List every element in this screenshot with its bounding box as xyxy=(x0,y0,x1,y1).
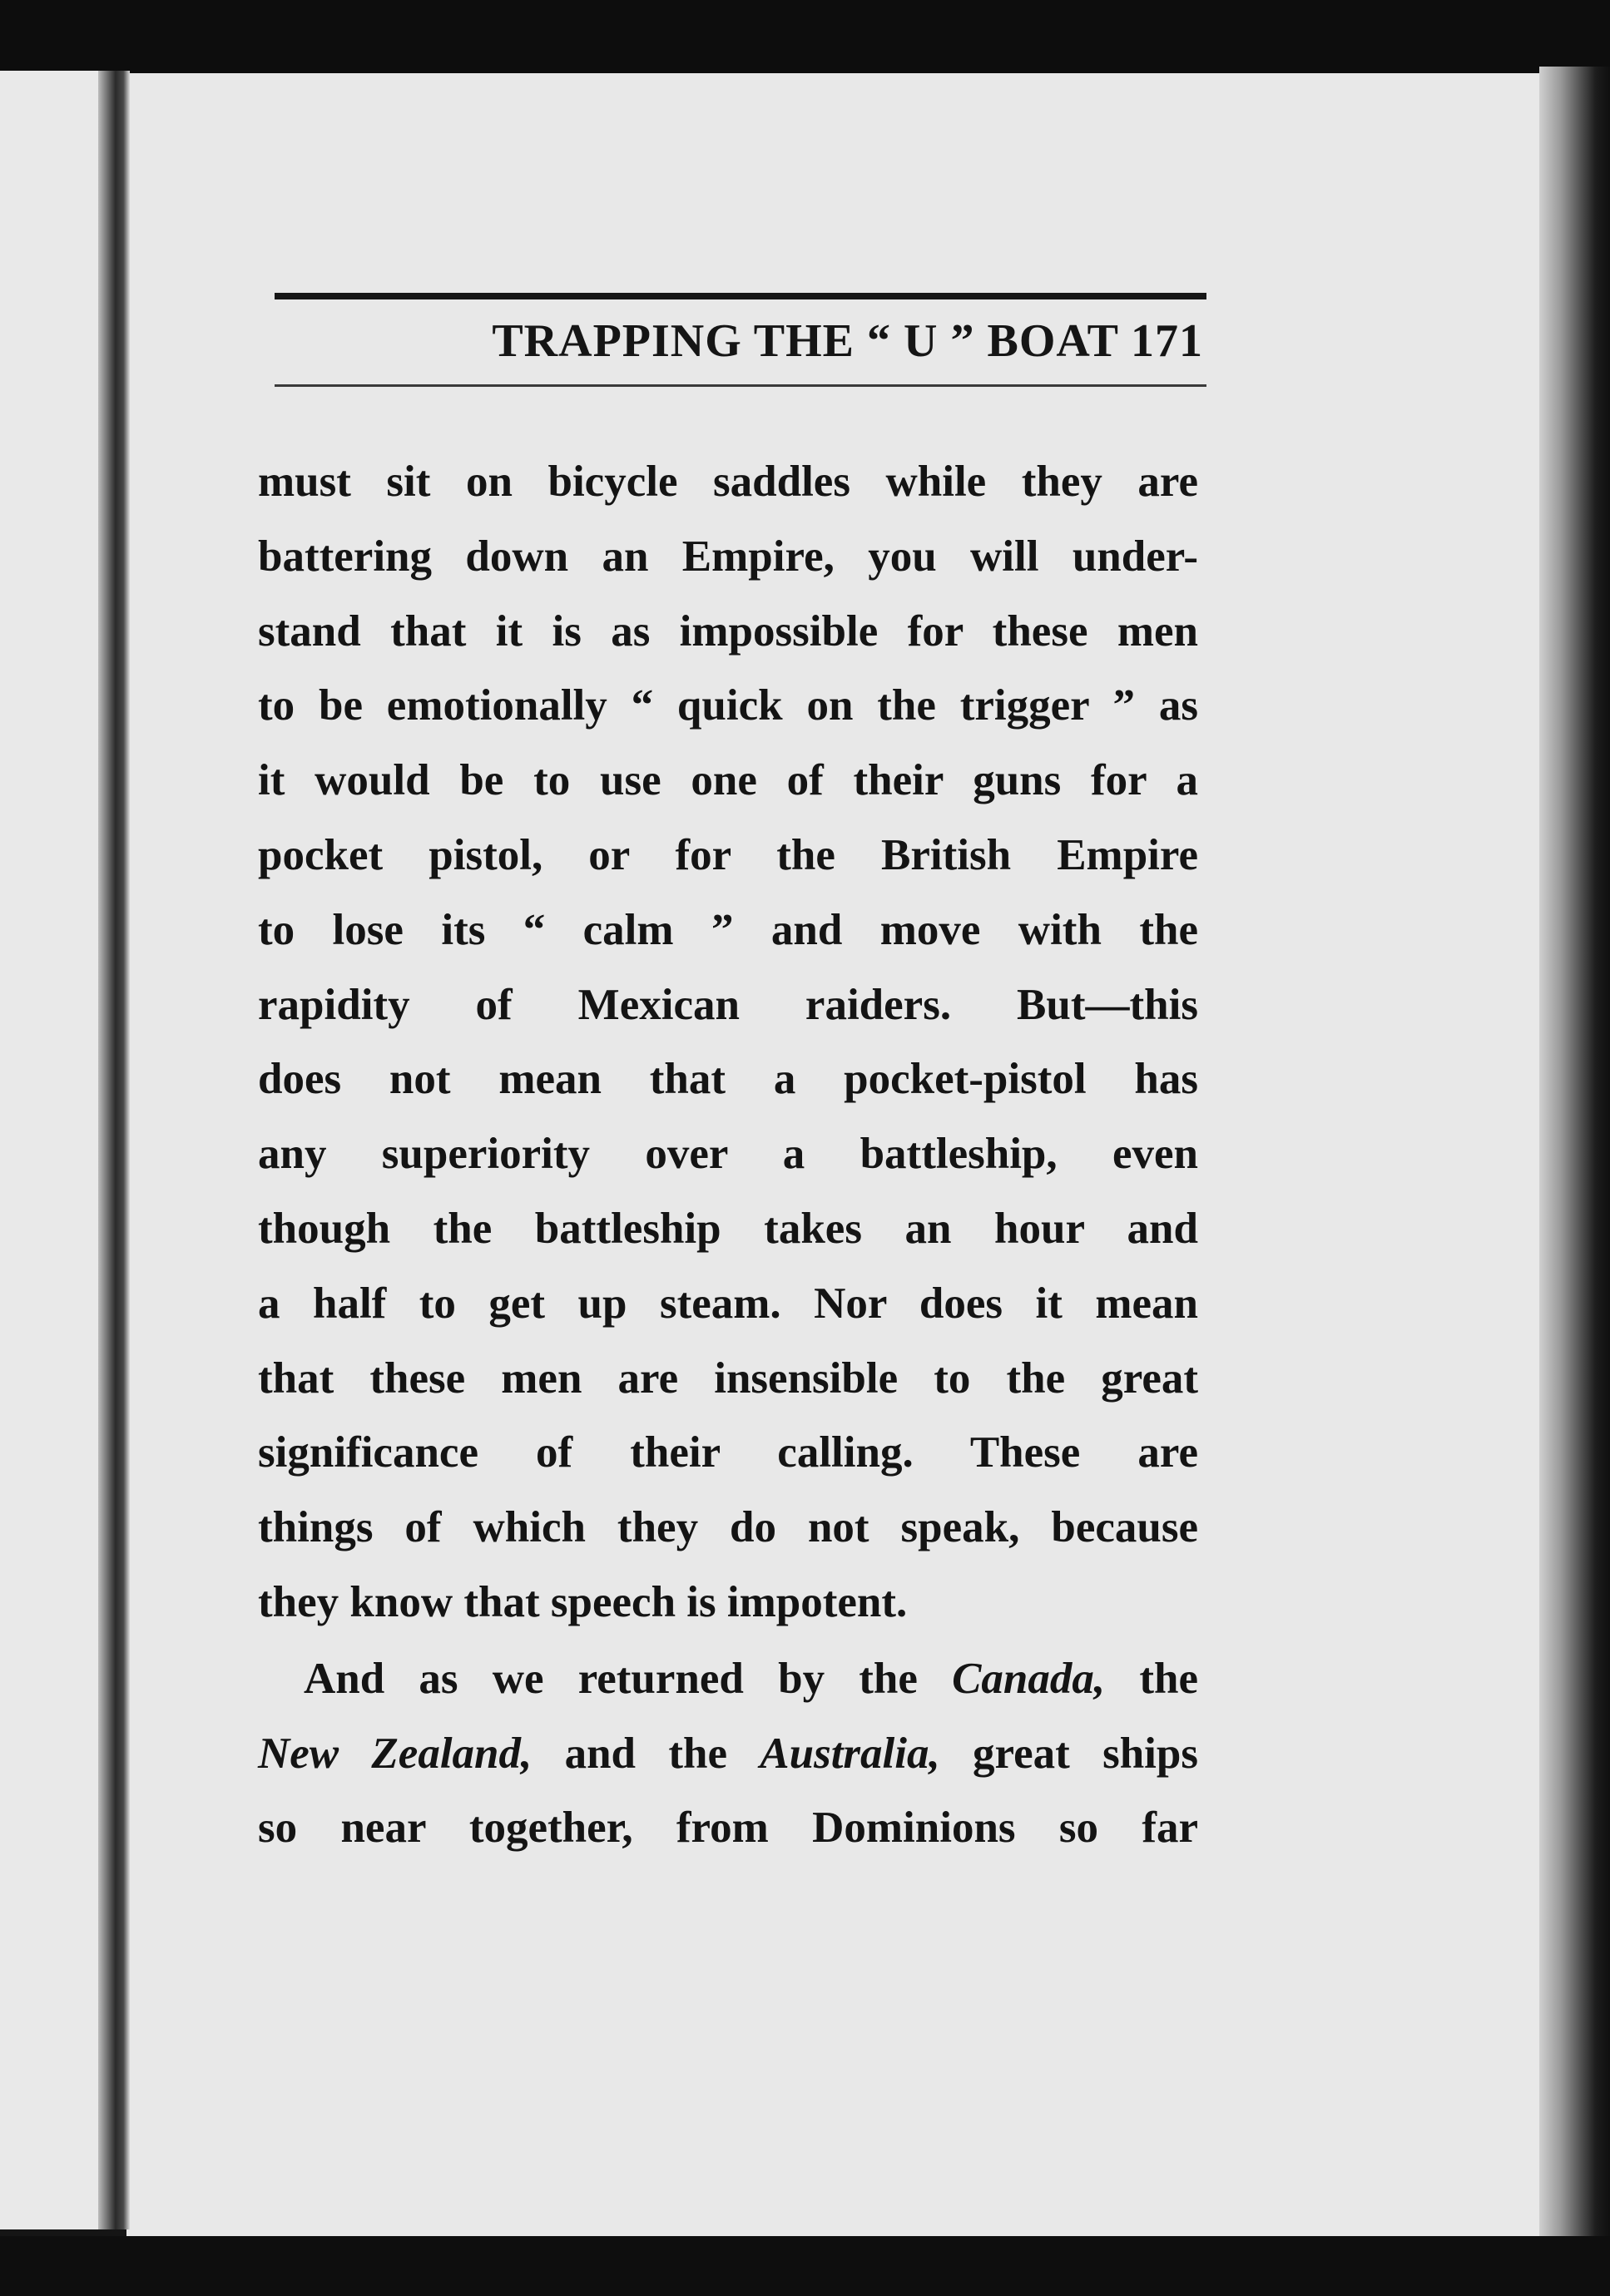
book-gutter xyxy=(98,71,130,2229)
text-line: though the battleship takes an hour and xyxy=(258,1204,1198,1253)
text-line: they know that speech is impotent. xyxy=(258,1577,908,1626)
text-line: that these men are insensible to the great xyxy=(258,1353,1198,1403)
text-line: does not mean that a pocket-pistol has xyxy=(258,1055,1198,1104)
ship-name-canada: Canada, xyxy=(952,1654,1106,1703)
header-rule-top xyxy=(275,293,1206,299)
facing-page-edge xyxy=(0,71,108,2229)
ship-name-australia: Australia, xyxy=(760,1729,940,1778)
page-number: 171 xyxy=(1131,315,1203,367)
text-line: significance of their calling. These are xyxy=(258,1428,1198,1477)
header-rule-bottom xyxy=(275,384,1206,387)
text-line: battering down an Empire, you will under- xyxy=(258,532,1198,581)
running-head-text: TRAPPING THE “ U ” BOAT xyxy=(492,315,1118,367)
text-run: And as we returned by the xyxy=(304,1654,953,1703)
text-line: pocket pistol, or for the British Empire xyxy=(258,830,1198,879)
paragraph-2-line-1 xyxy=(258,1642,1198,1717)
paragraph-2-line-3: so near together, from Dominions so far xyxy=(258,1804,1198,1853)
running-header xyxy=(275,293,1206,387)
header-title xyxy=(275,315,1206,367)
text-line: must sit on bicycle saddles while they are xyxy=(258,458,1198,506)
text-line: things of which they do not speak, because xyxy=(258,1503,1198,1552)
scan-border-bottom xyxy=(0,2236,1610,2296)
text-line: a half to get up steam. Nor does it mean xyxy=(258,1279,1198,1328)
text-line: rapidity of Mexican raiders. But—this xyxy=(258,980,1198,1029)
text-line: to be emotionally “ quick on the trigger ” as xyxy=(258,681,1198,730)
scan-border-top xyxy=(0,0,1610,73)
text-line: stand that it is as impossible for these men xyxy=(258,606,1198,656)
paragraph-2-line-2 xyxy=(258,1717,1198,1792)
text-run: the xyxy=(1105,1654,1198,1703)
text-run: and the xyxy=(532,1729,760,1778)
text-line: any superiority over a battleship, even xyxy=(258,1130,1198,1179)
text-line: it would be to use one of their guns for a xyxy=(258,756,1198,805)
text-run: great ships xyxy=(939,1729,1199,1778)
body-text xyxy=(258,445,1198,1866)
ship-name-new-zealand: New Zealand, xyxy=(258,1729,533,1778)
page-edge-right xyxy=(1539,67,1610,2246)
text-line: to lose its “ calm ” and move with the xyxy=(258,905,1198,954)
